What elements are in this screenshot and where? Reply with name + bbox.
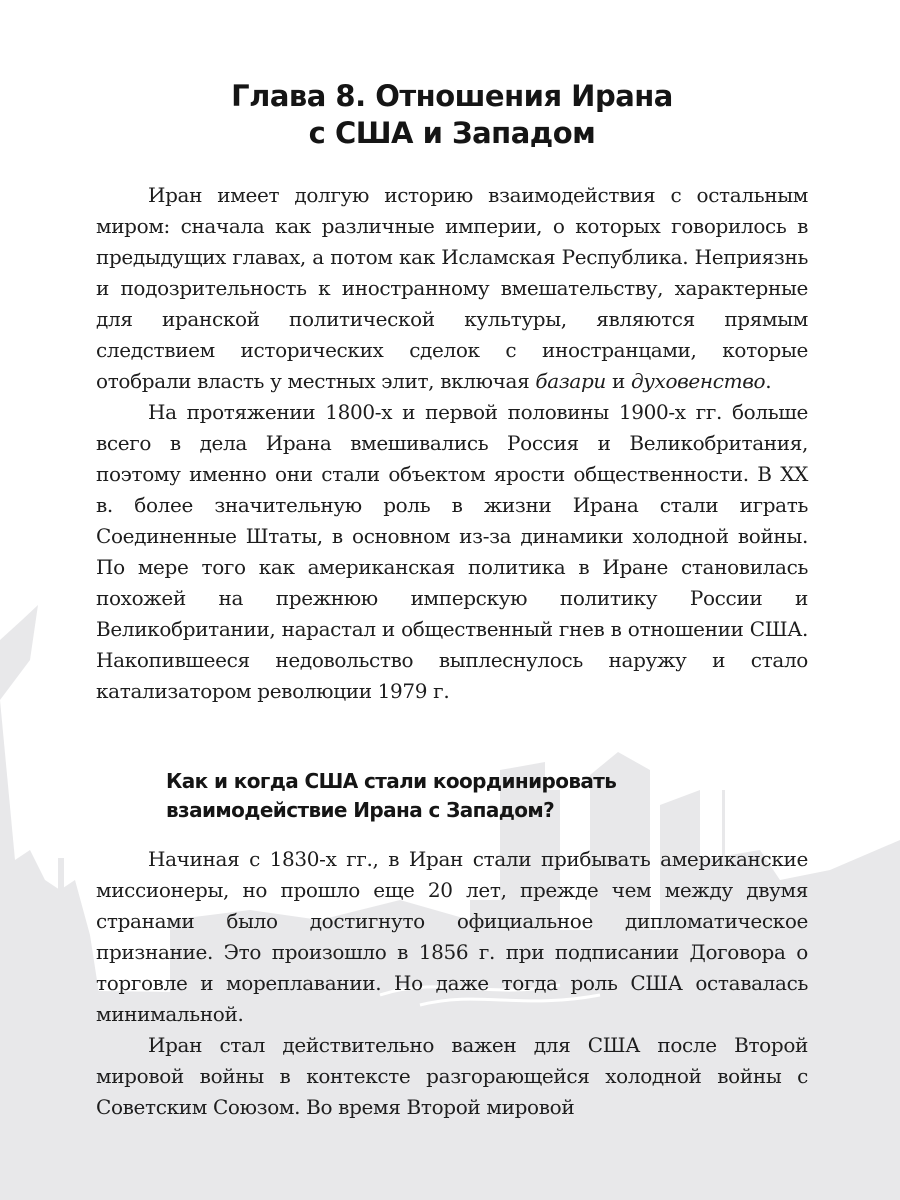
chapter-title [96, 78, 808, 152]
connector-text: и [605, 369, 631, 393]
intro-paragraph-2: На протяжении 1800-х и первой половины 1900-х гг. больше всего в дела Ирана вмешивались Россия и Великобритания, поэтому именно они стали объектом ярости общественности. В XX в. более значительную роль в жизни Ирана стали играть Соединенные Штаты, в основном из-за динамики холодной войны. По мере того как американская политика в Иране становилась похожей на прежнюю имперскую политику России и Великобритании, нарастал и общественный гнев в отношении США. Накопившееся недовольство выплеснулось наружу и стало катализатором революции 1979 г. [96, 400, 808, 703]
sentence-end: . [765, 369, 772, 393]
section-text [96, 844, 808, 1123]
section-heading-line-2: взаимодействие Ирана с Западом? [166, 798, 555, 822]
section-paragraph-2: Иран стал действительно важен для США после Второй мировой войны в контексте разгорающейся холодной войны с Советским Союзом. Во время Второй мировой [96, 1033, 808, 1119]
section-heading [166, 767, 808, 825]
term-bazari: базари [535, 369, 606, 393]
chapter-title-line-1: Глава 8. Отношения Ирана [231, 79, 673, 113]
intro-text [96, 180, 808, 707]
chapter-title-line-2: с США и Западом [308, 116, 596, 150]
left-domed-tower-silhouette [0, 605, 38, 700]
section-heading-line-1: Как и когда США стали координировать [166, 769, 617, 793]
intro-paragraph-1-text: Иран имеет долгую историю взаимодействия с остальным миром: сначала как различные империи, о которых говорилось в предыдущих главах, а потом как Исламская Республика. Неприязнь и подозрительность к иностранному вмешательству, характерные для иранской политической культуры, являются прямым следствием исторических сделок с иностранцами, которые отобрали власть у местных элит, включая [96, 183, 808, 393]
intro-paragraph-1 [96, 180, 808, 397]
section-paragraph-1: Начиная с 1830-х гг., в Иран стали прибывать американские миссионеры, но прошло еще 20 лет, прежде чем между двумя странами было достигнуто официальное дипломатическое признание. Это произошло в 1856 г. при подписании Договора о торговле и мореплавании. Но даже тогда роль США оставалась минимальной. [96, 847, 808, 1026]
left-buildings-silhouette [0, 700, 100, 1000]
term-clergy: духовенство [630, 369, 766, 393]
left-spire-silhouette [58, 858, 64, 918]
